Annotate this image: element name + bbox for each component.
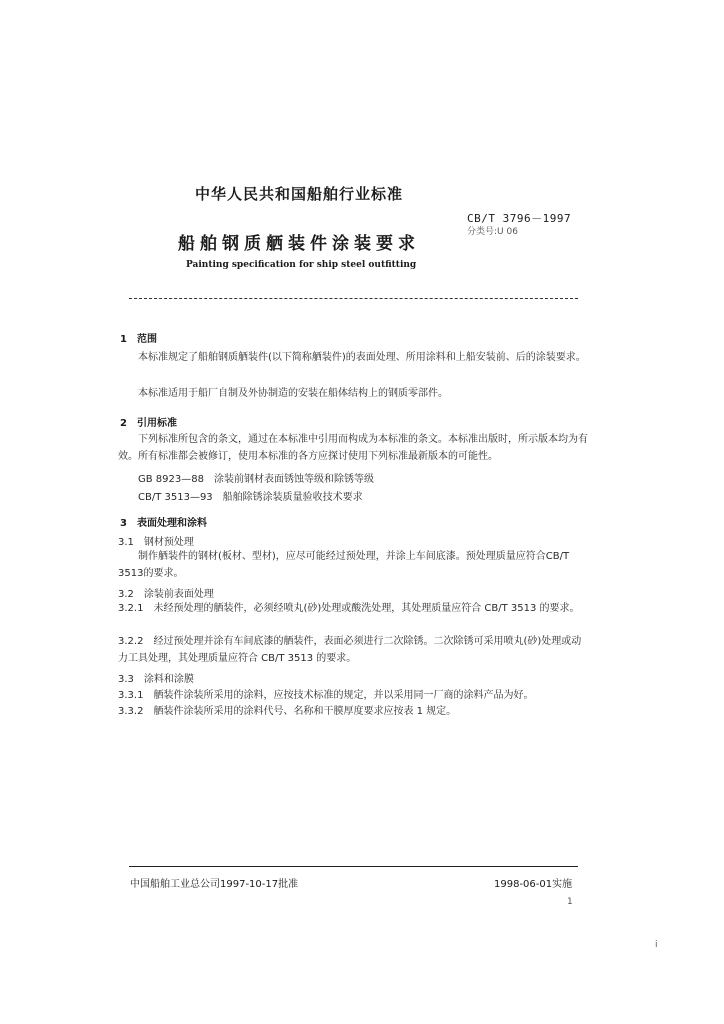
section-2-heading: 2 引用标准	[120, 418, 177, 429]
footer-divider	[129, 866, 578, 867]
section-3-2-2-paragraph: 3.2.2 经过预处理并涂有车间底漆的舾装件，表面必须进行二次除锈。二次除锈可采用喷丸(砂)处理或动力工具处理，其处理质量应符合 CB/T 3513 的要求。	[118, 636, 582, 664]
corner-mark: i	[655, 940, 658, 950]
standard-number: CB/T 3796－1997	[467, 212, 572, 225]
section-3-2-heading: 3.2 涂装前表面处理	[118, 589, 214, 600]
section-1-paragraph-1: 本标准规定了船舶钢质舾装件(以下简称舾装件)的表面处理、所用涂料和上船安装前、后的涂装要求。	[138, 352, 586, 363]
header-divider	[129, 298, 578, 299]
approval-date: 中国船舶工业总公司1997-10-17批准	[130, 879, 299, 890]
effective-date: 1998-06-01实施	[494, 879, 573, 890]
reference-gb8923: GB 8923—88 涂装前钢材表面锈蚀等级和除锈等级	[138, 474, 374, 485]
section-3-1-heading: 3.1 钢材预处理	[118, 537, 194, 548]
page-number: 1	[567, 897, 573, 907]
standard-org-title: 中华人民共和国船舶行业标准	[194, 185, 403, 203]
section-3-heading: 3 表面处理和涂料	[120, 518, 207, 529]
section-1-heading: 1 范围	[120, 334, 157, 345]
document-title-english: Painting specification for ship steel outfitting	[186, 260, 417, 270]
document-title: 船舶钢质舾装件涂装要求	[178, 234, 420, 254]
reference-cbt3513: CB/T 3513—93 船舶除锈涂装质量验收技术要求	[138, 492, 363, 503]
section-3-3-heading: 3.3 涂料和涂膜	[118, 674, 194, 685]
section-3-2-1-paragraph: 3.2.1 未经预处理的舾装件，必须经喷丸(砂)处理或酸洗处理，其处理质量应符合 CB/T 3513 的要求。	[118, 603, 580, 614]
classification-code: 分类号:U 06	[467, 227, 518, 237]
section-2-paragraph: 下列标准所包含的条文，通过在本标准中引用而构成为本标准的条文。本标准出版时，所示版本均为有效。所有标准都会被修订，使用本标准的各方应探讨使用下列标准最新版本的可能性。	[118, 434, 588, 462]
section-1-paragraph-2: 本标准适用于船厂自制及外协制造的安装在船体结构上的钢质零部件。	[138, 388, 448, 399]
section-3-1-paragraph: 制作舾装件的钢材(板材、型材)，应尽可能经过预处理，并涂上车间底漆。预处理质量应符合CB/T 3513的要求。	[118, 551, 570, 579]
section-3-3-1-paragraph: 3.3.1 舾装件涂装所采用的涂料，应按技术标准的规定，并以采用同一厂商的涂料产品为好。	[118, 690, 534, 701]
section-3-3-2-paragraph: 3.3.2 舾装件涂装所采用的涂料代号、名称和干膜厚度要求应按表 1 规定。	[118, 706, 457, 717]
